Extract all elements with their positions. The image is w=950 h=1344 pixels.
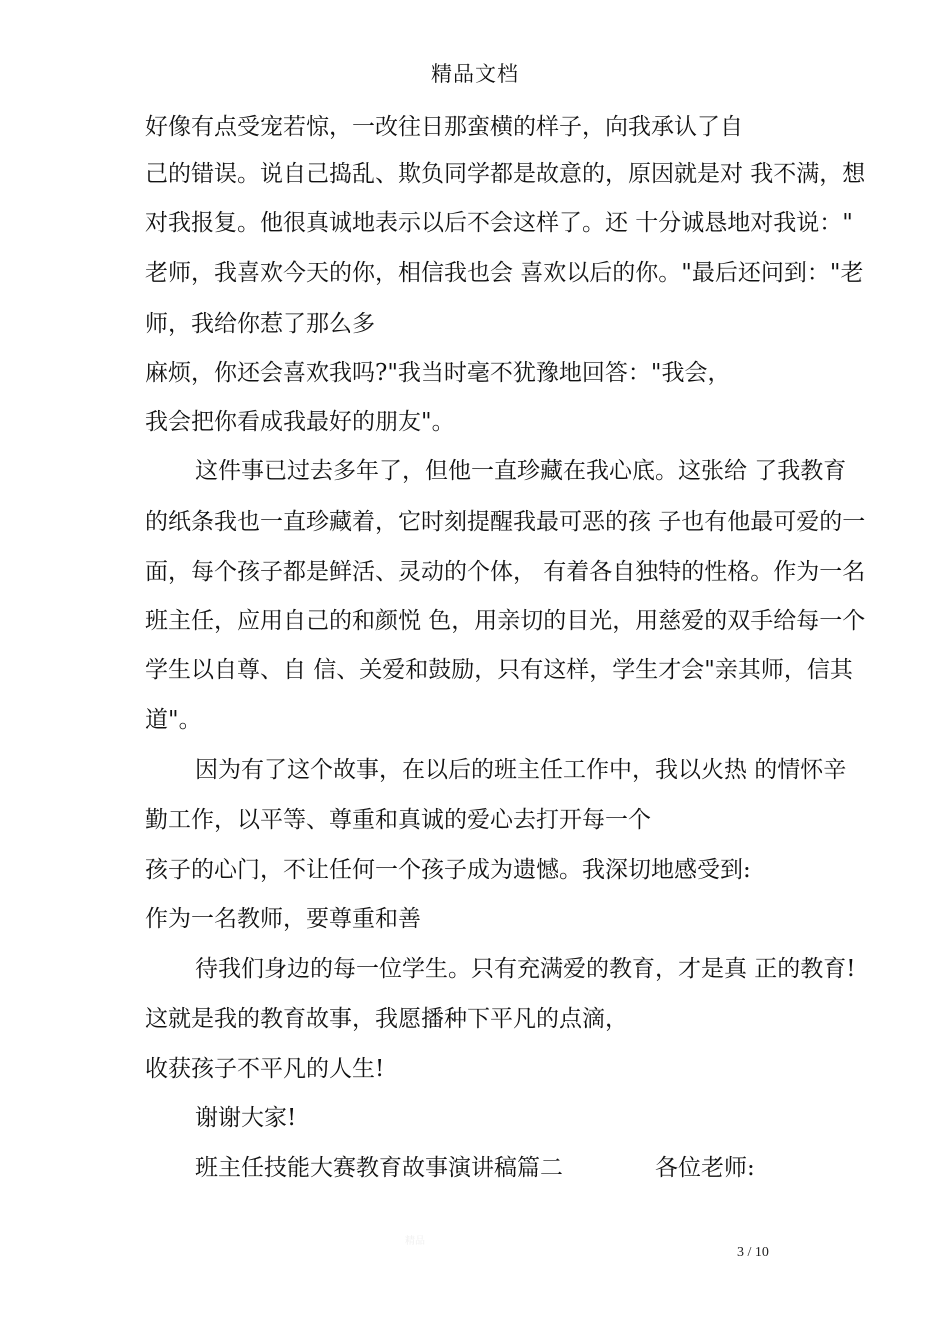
body-line: 的纸条我也一直珍藏着，它时刻提醒我最可恶的孩 子也有他最可爱的一 xyxy=(145,509,866,535)
body-line: 道"。 xyxy=(145,707,202,733)
footer-watermark: 精品 xyxy=(405,1236,425,1247)
body-line: 勤工作，以平等、尊重和真诚的爱心去打开每一个 xyxy=(145,807,651,833)
body-line: 老师，我喜欢今天的你，相信我也会 喜欢以后的你。"最后还问到："老 xyxy=(145,260,864,286)
closing-line: 谢谢大家! xyxy=(195,1105,297,1131)
section-title: 班主任技能大赛教育故事演讲稿篇二 xyxy=(195,1155,563,1181)
salutation: 各位老师: xyxy=(655,1155,755,1181)
body-line: 麻烦，你还会喜欢我吗?"我当时毫不犹豫地回答："我会， xyxy=(145,360,731,386)
body-line: 好像有点受宠若惊，一改往日那蛮横的样子，向我承认了自 xyxy=(145,114,743,140)
body-line: 学生以自尊、自 信、关爱和鼓励，只有这样，学生才会"亲其师，信其 xyxy=(145,657,853,683)
body-line: 班主任，应用自己的和颜悦 色，用亲切的目光，用慈爱的双手给每一个 xyxy=(145,608,866,634)
body-line: 师，我给你惹了那么多 xyxy=(145,311,375,337)
body-line: 这就是我的教育故事，我愿播种下平凡的点滴， xyxy=(145,1006,628,1032)
paragraph-start-line: 这件事已过去多年了，但他一直珍藏在我心底。这张给 了我教育 xyxy=(195,458,847,484)
body-line: 孩子的心门，不让任何一个孩子成为遗憾。我深切地感受到: xyxy=(145,857,751,883)
page-header-title: 精品文档 xyxy=(431,62,519,86)
body-line: 对我报复。他很真诚地表示以后不会这样了。还 十分诚恳地对我说：" xyxy=(145,210,853,236)
body-line: 己的错误。说自己捣乱、欺负同学都是故意的，原因就是对 我不满，想 xyxy=(145,161,866,187)
paragraph-start-line: 因为有了这个故事，在以后的班主任工作中，我以火热 的情怀辛 xyxy=(195,757,847,783)
body-line: 收获孩子不平凡的人生! xyxy=(145,1056,385,1082)
page-number: 3 / 10 xyxy=(737,1245,769,1260)
paragraph-start-line: 待我们身边的每一位学生。只有充满爱的教育，才是真 正的教育! xyxy=(195,956,856,982)
body-line: 作为一名教师，要尊重和善 xyxy=(145,906,421,932)
body-line: 我会把你看成我最好的朋友"。 xyxy=(145,409,455,435)
body-line: 面，每个孩子都是鲜活、灵动的个体， 有着各自独特的性格。作为一名 xyxy=(145,559,866,585)
